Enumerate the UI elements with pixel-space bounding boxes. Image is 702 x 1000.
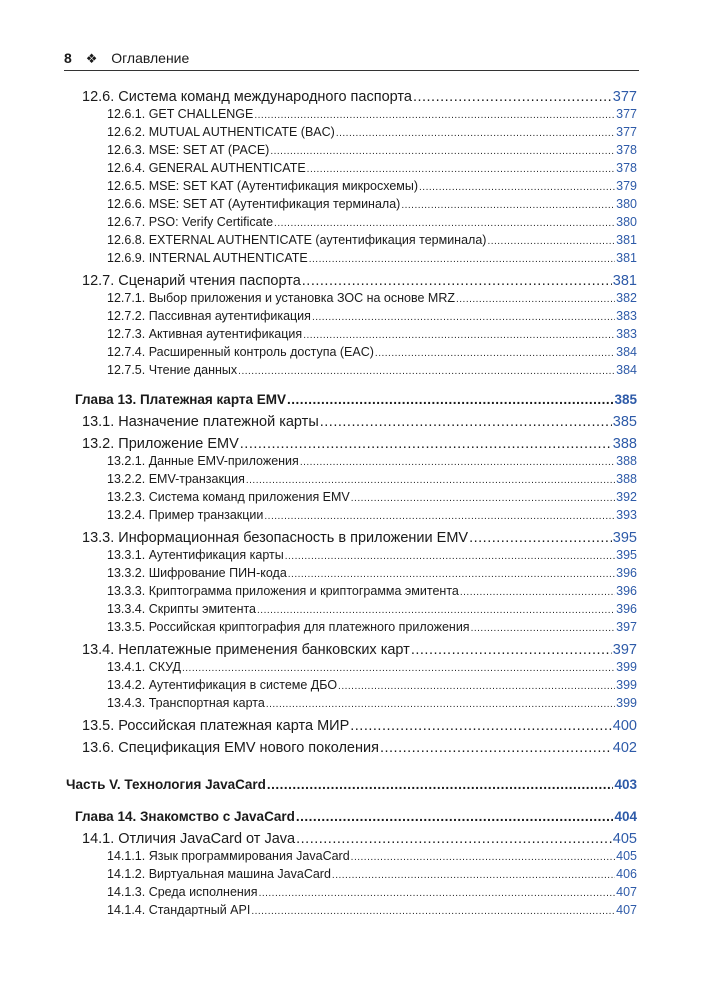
toc-entry[interactable] <box>107 620 637 634</box>
toc-page-number[interactable]: 395 <box>612 530 637 546</box>
toc-page-number[interactable]: 380 <box>616 215 637 229</box>
dot-leader <box>182 663 615 674</box>
toc-entry[interactable] <box>82 831 637 847</box>
toc-entry[interactable] <box>107 161 637 175</box>
toc-entry[interactable] <box>107 602 637 616</box>
toc-page-number[interactable]: 404 <box>614 809 637 824</box>
toc-entry-title: 13.2.4. Пример транзакции <box>107 508 264 522</box>
toc-entry-title: 12.7.1. Выбор приложения и установка ЗОС на основе MRZ <box>107 291 455 305</box>
toc-page-number[interactable]: 383 <box>616 327 637 341</box>
toc-page-number[interactable]: 381 <box>616 233 637 247</box>
toc-entry-title: 12.6.6. MSE: SET AT (Аутентификация терминала) <box>107 197 401 211</box>
toc-entry-title: 13.4.1. СКУД <box>107 660 181 674</box>
running-header <box>64 48 639 71</box>
toc-entry-title: 13.2.1. Данные EMV-приложения <box>107 454 299 468</box>
dot-leader <box>309 254 615 265</box>
toc-entry[interactable] <box>107 233 637 247</box>
dot-leader <box>320 414 612 430</box>
dot-leader <box>274 218 615 229</box>
toc-entry-title: 13.6. Спецификация EMV нового поколения <box>82 740 379 756</box>
dot-leader <box>332 870 615 881</box>
toc-entry-title: 13.2. Приложение EMV <box>82 436 239 452</box>
header-separator-icon: ❖ <box>85 51 98 66</box>
toc-entry-title: 12.6.9. INTERNAL AUTHENTICATE <box>107 251 308 265</box>
toc-part-entry[interactable] <box>66 777 637 792</box>
dot-leader <box>350 718 612 734</box>
toc-entry-title: Часть V. Технология JavaCard <box>66 777 266 792</box>
toc-entry[interactable] <box>107 566 637 580</box>
toc-entry-title: 13.3.2. Шифрование ПИН-кода <box>107 566 287 580</box>
toc-entry-title: 12.7.2. Пассивная аутентификация <box>107 309 311 323</box>
toc-page-number[interactable]: 399 <box>616 660 637 674</box>
toc-entry-title: 12.7.3. Активная аутентификация <box>107 327 303 341</box>
toc-entry-title: 13.1. Назначение платежной карты <box>82 414 319 430</box>
toc-entry[interactable] <box>107 345 637 359</box>
toc-page-number[interactable]: 399 <box>616 678 637 692</box>
toc-entry[interactable] <box>82 740 637 756</box>
toc-entry[interactable] <box>107 309 637 323</box>
toc-page-number[interactable]: 383 <box>616 309 637 323</box>
dot-leader <box>285 551 615 562</box>
toc-entry[interactable] <box>107 291 637 305</box>
toc-page-number[interactable]: 385 <box>614 392 637 407</box>
toc-entry[interactable] <box>107 490 637 504</box>
toc-page-number[interactable]: 393 <box>616 508 637 522</box>
toc-page-number[interactable]: 395 <box>616 548 637 562</box>
toc-chapter-entry[interactable] <box>75 392 637 407</box>
dot-leader <box>471 623 616 634</box>
toc-page-number[interactable]: 396 <box>616 602 637 616</box>
toc-page-number[interactable]: 377 <box>616 107 637 121</box>
toc-entry-title: 12.6.7. PSO: Verify Certificate <box>107 215 274 229</box>
toc-entry[interactable] <box>82 273 637 289</box>
dot-leader <box>246 475 615 486</box>
toc-page-number[interactable]: 397 <box>612 642 637 658</box>
toc-entry-title: 12.7. Сценарий чтения паспорта <box>82 273 301 289</box>
dot-leader <box>469 530 612 546</box>
toc-entry[interactable] <box>107 197 637 211</box>
toc-entry-title: 13.4.2. Аутентификация в системе ДБО <box>107 678 338 692</box>
dot-leader <box>487 236 615 247</box>
toc-entry-title: 13.3.3. Криптограмма приложения и криптограмма эмитента <box>107 584 459 598</box>
dot-leader <box>307 164 615 175</box>
toc-page-number[interactable]: 382 <box>616 291 637 305</box>
toc-page-number[interactable]: 377 <box>612 89 637 105</box>
toc-entry[interactable] <box>107 903 637 917</box>
toc-entry[interactable] <box>107 327 637 341</box>
dot-leader <box>257 605 615 616</box>
toc-page-number[interactable]: 378 <box>616 161 637 175</box>
toc-entry[interactable] <box>107 584 637 598</box>
toc-entry[interactable] <box>107 660 637 674</box>
toc-entry[interactable] <box>107 678 637 692</box>
dot-leader <box>254 110 615 121</box>
toc-entry[interactable] <box>82 530 637 546</box>
toc-page-number[interactable]: 392 <box>616 490 637 504</box>
toc-page-number[interactable]: 381 <box>612 273 637 289</box>
dot-leader <box>460 587 615 598</box>
toc-page-number[interactable]: 405 <box>612 831 637 847</box>
toc-page-number[interactable]: 402 <box>612 740 637 756</box>
toc-page-number[interactable]: 400 <box>612 718 637 734</box>
toc-entry-title: 12.6. Система команд международного паспорта <box>82 89 412 105</box>
toc-page-number[interactable]: 385 <box>612 414 637 430</box>
toc-page-number[interactable]: 377 <box>616 125 637 139</box>
toc-entry-title: 14.1.4. Стандартный API <box>107 903 251 917</box>
dot-leader <box>300 457 615 468</box>
dot-leader <box>380 740 612 756</box>
toc-page-number[interactable]: 396 <box>616 566 637 580</box>
toc-page-number[interactable]: 380 <box>616 197 637 211</box>
toc-page-number[interactable]: 384 <box>616 363 637 377</box>
toc-entry[interactable] <box>82 436 637 452</box>
dot-leader <box>303 330 615 341</box>
toc-entry[interactable] <box>82 414 637 430</box>
toc-entry-title: 13.3.4. Скрипты эмитента <box>107 602 257 616</box>
dot-leader <box>336 128 615 139</box>
toc-entry-title: 13.4.3. Транспортная карта <box>107 696 265 710</box>
toc-entry[interactable] <box>107 215 637 229</box>
dot-leader <box>264 511 615 522</box>
toc-entry-title: 13.4. Неплатежные применения банковских карт <box>82 642 410 658</box>
toc-page-number[interactable]: 405 <box>616 849 637 863</box>
dot-leader <box>312 312 615 323</box>
dot-leader <box>287 392 613 407</box>
toc-entry[interactable] <box>107 849 637 863</box>
dot-leader <box>351 852 615 863</box>
toc-entry-title: 13.5. Российская платежная карта МИР <box>82 718 350 734</box>
toc-entry[interactable] <box>107 454 637 468</box>
toc-entry-title: 12.6.5. MSE: SET KAT (Аутентификация микросхемы) <box>107 179 419 193</box>
dot-leader <box>296 809 614 824</box>
toc-entry[interactable] <box>107 107 637 121</box>
toc-page-number[interactable]: 388 <box>612 436 637 452</box>
toc-page-number[interactable]: 388 <box>616 454 637 468</box>
toc-entry-title: 12.6.3. MSE: SET AT (PACE) <box>107 143 270 157</box>
toc-entry-title: 12.7.5. Чтение данных <box>107 363 238 377</box>
toc-entry[interactable] <box>107 125 637 139</box>
dot-leader <box>251 906 615 917</box>
toc-entry-title: 14.1.1. Язык программирования JavaCard <box>107 849 350 863</box>
toc-page-number[interactable]: 378 <box>616 143 637 157</box>
dot-leader <box>270 146 615 157</box>
dot-leader <box>401 200 615 211</box>
toc-entry-title: 14.1.2. Виртуальная машина JavaCard <box>107 867 331 881</box>
toc-entry[interactable] <box>107 696 637 710</box>
toc-entry-title: Глава 14. Знакомство с JavaCard <box>75 809 295 824</box>
toc-entry-title: 14.1.3. Среда исполнения <box>107 885 258 899</box>
dot-leader <box>456 294 615 305</box>
toc-entry[interactable] <box>107 867 637 881</box>
dot-leader <box>411 642 612 658</box>
dot-leader <box>413 89 612 105</box>
toc-entry[interactable] <box>107 885 637 899</box>
toc-page-number[interactable]: 384 <box>616 345 637 359</box>
toc-entry[interactable] <box>107 472 637 486</box>
toc-entry[interactable] <box>107 143 637 157</box>
toc-entry-title: 13.3.1. Аутентификация карты <box>107 548 284 562</box>
toc-page-number[interactable]: 388 <box>616 472 637 486</box>
dot-leader <box>375 348 615 359</box>
toc-entry[interactable] <box>107 251 637 265</box>
toc-page-number[interactable]: 403 <box>614 777 637 792</box>
toc-entry-title: 13.3. Информационная безопасность в приложении EMV <box>82 530 469 546</box>
toc-entry-title: 12.6.1. GET CHALLENGE <box>107 107 254 121</box>
toc-entry-title: 12.6.2. MUTUAL AUTHENTICATE (BAC) <box>107 125 335 139</box>
dot-leader <box>267 777 614 792</box>
dot-leader <box>302 273 612 289</box>
toc-entry[interactable] <box>107 363 637 377</box>
dot-leader <box>288 569 615 580</box>
toc-page-number[interactable]: 397 <box>616 620 637 634</box>
toc-entry[interactable] <box>82 718 637 734</box>
toc-page-number[interactable]: 396 <box>616 584 637 598</box>
dot-leader <box>266 699 615 710</box>
dot-leader <box>238 366 615 377</box>
toc-entry-title: 13.2.2. EMV-транзакция <box>107 472 245 486</box>
dot-leader <box>338 681 615 692</box>
toc-entry-title: Глава 13. Платежная карта EMV <box>75 392 287 407</box>
toc-entry-title: 12.6.4. GENERAL AUTHENTICATE <box>107 161 306 175</box>
toc-entry-title: 13.3.5. Российская криптография для платежного приложения <box>107 620 470 634</box>
toc-page-number[interactable]: 406 <box>616 867 637 881</box>
header-title: Оглавление <box>111 50 190 66</box>
toc-entry-title: 12.7.4. Расширенный контроль доступа (EAC) <box>107 345 374 359</box>
toc-page-number[interactable]: 407 <box>616 885 637 899</box>
dot-leader <box>351 493 615 504</box>
toc-page-number[interactable]: 399 <box>616 696 637 710</box>
toc-entry[interactable] <box>107 548 637 562</box>
toc-page-number[interactable]: 379 <box>616 179 637 193</box>
toc-entry[interactable] <box>82 89 637 105</box>
toc-entry[interactable] <box>107 179 637 193</box>
dot-leader <box>259 888 616 899</box>
toc-entry[interactable] <box>107 508 637 522</box>
toc-chapter-entry[interactable] <box>75 809 637 824</box>
toc-page-number[interactable]: 407 <box>616 903 637 917</box>
dot-leader <box>419 182 615 193</box>
dot-leader <box>296 831 612 847</box>
toc-entry-title: 14.1. Отличия JavaCard от Java <box>82 831 296 847</box>
toc-page-number[interactable]: 381 <box>616 251 637 265</box>
header-page-number: 8 <box>64 50 72 66</box>
toc-entry-title: 12.6.8. EXTERNAL AUTHENTICATE (аутентификация терминала) <box>107 233 487 247</box>
dot-leader <box>240 436 612 452</box>
toc-entry[interactable] <box>82 642 637 658</box>
toc-entry-title: 13.2.3. Система команд приложения EMV <box>107 490 350 504</box>
